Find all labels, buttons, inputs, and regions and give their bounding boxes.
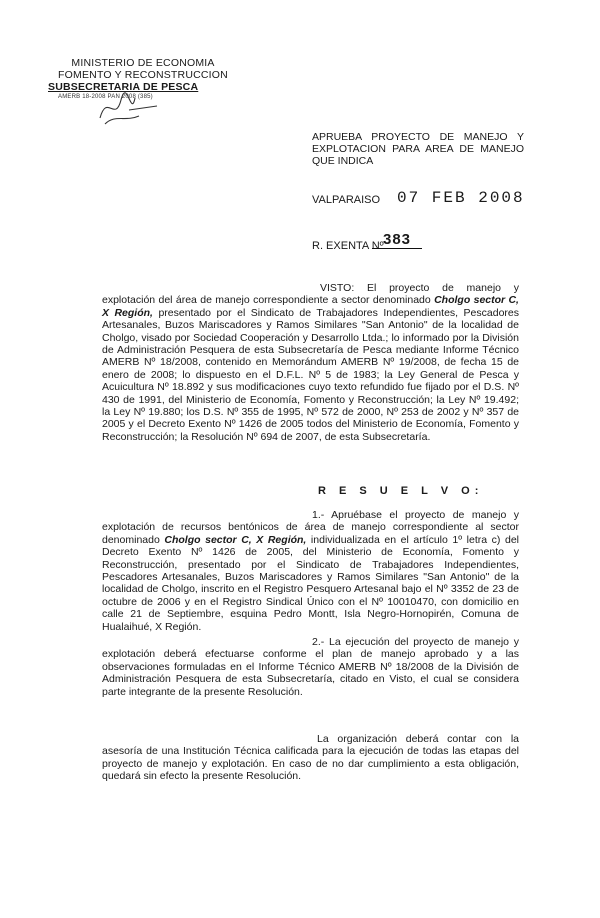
article-1-text-1: 1.- Apruébase el proyecto de manejo y explotación de recursos bentónicos de área de manejo correspondiente al sector denominado xyxy=(102,509,519,546)
resolution-label: R. EXENTA Nº xyxy=(312,240,384,252)
place-label: VALPARAISO xyxy=(312,194,381,206)
letterhead-reference: AMERB 18-2008 PAN 2008 (385) xyxy=(58,94,153,100)
letterhead-subsecretariat: SUBSECRETARIA DE PESCA xyxy=(48,81,199,93)
date-stamp: 07 FEB 2008 xyxy=(397,189,525,207)
article-2-paragraph: 2.- La ejecución del proyecto de manejo y explotación deberá efectuarse conforme el plan de manejo aprobado y a las observaciones formuladas en el Informe Técnico AMERB Nº 18/2008 de la División de Administración Pesquera de esta Subsecretaría, citado en Visto, el cual se considera parte integrante de la presente Resolución. xyxy=(102,636,519,698)
article-1-text-2: individualizada en el artículo 1º letra c) del Decreto Exento Nº 1426 de 2005, del Ministerio de Economía, Fomento y Reconstrucción, presentado por el Sindicato de Trabajadores Independientes, Pescadores Artesanales, Buzos Mariscadores y Ramos Similares "San Antonio" de la localidad de Cholgo, inscrito en el Registro Pesquero Artesanal bajo el Nº 3352 de 23 de octubre de 2006 y en el Registro Sindical Único con el Nº 10010470, con domicilio en calle 21 de Septiembre, esquina Pedro Montt, Isla Negro-Hornopirén, Comuna de Hualaihué, X Región. xyxy=(102,533,519,633)
initials-signature xyxy=(95,88,165,128)
visto-text-1: El proyecto de manejo y explotación del área de manejo correspondiente a sector denominado xyxy=(102,282,519,307)
article-1-paragraph xyxy=(102,509,519,633)
resolution-subject: APRUEBA PROYECTO DE MANEJO Y EXPLOTACION PARA AREA DE MANEJO QUE INDICA xyxy=(312,131,524,167)
visto-label: VISTO: xyxy=(320,282,355,294)
article-3-paragraph: La organización deberá contar con la asesoría de una Institución Técnica calificada para la ejecución de todas las etapas del proyecto de manejo y explotación. En caso de no dar cumplimiento a esta obligación, quedará sin efecto la presente Resolución. xyxy=(102,733,519,783)
visto-area-name: Cholgo sector C, X Región, xyxy=(102,294,519,319)
letterhead-ministry: MINISTERIO DE ECONOMIA xyxy=(71,57,215,69)
resuelvo-heading: R E S U E L V O: xyxy=(318,485,484,497)
visto-paragraph xyxy=(102,282,519,443)
article-1-area-name: Cholgo sector C, X Región, xyxy=(164,533,307,546)
letterhead-department: FOMENTO Y RECONSTRUCCION xyxy=(58,69,228,81)
resolution-number: 383 xyxy=(372,231,422,249)
visto-text-2: presentado por el Sindicato de Trabajadores Independientes, Pescadores Artesanales, Buzos Mariscadores y Ramos Similares "San Antonio" de la localidad de Cholgo, visado por Sociedad Cooperación y Desarrollo Ltda.; lo informado por la División de Administración Pesquera de esta Subsecretaría de Pesca mediante Informe Técnico AMERB Nº 18/2008, contenido en Memorándum AMERB Nº 19/2008, de fecha 15 de enero de 2008; lo dispuesto en el D.F.L. Nº 5 de 1983; la Ley General de Pesca y Acuicultura Nº 18.892 y sus modificaciones cuyo texto refundido fue fijado por el D.S. Nº 430 de 1991, del Ministerio de Economía, Fomento y Reconstrucción; la Ley Nº 19.492; la Ley Nº 19.880; los D.S. Nº 355 de 1995, Nº 572 de 2000, Nº 253 de 2002 y Nº 357 de 2005 y el Decreto Exento Nº 1426 de 2005 todos del Ministerio de Economía, Fomento y Reconstrucción; la Resolución Nº 694 de 2007, de esta Subsecretaría. xyxy=(102,306,519,443)
